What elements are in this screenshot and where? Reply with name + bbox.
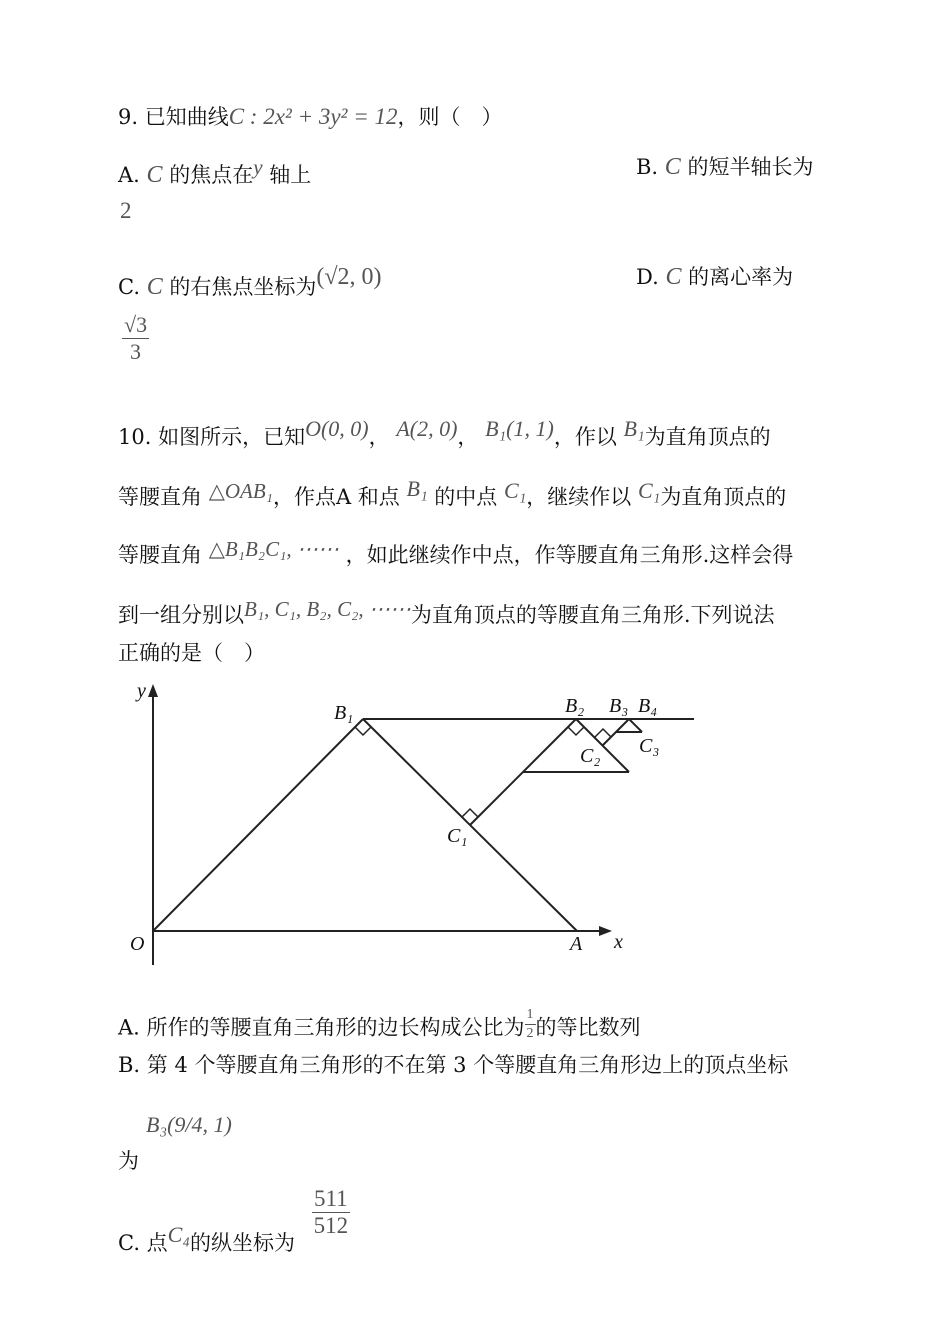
option-text: 的纵坐标为 [190,1231,295,1255]
q10-option-c [118,1220,295,1258]
text: 为直角顶点的 [644,425,771,449]
q9-equation: C : 2x² + 3y² = 12 [228,104,398,129]
label-A: A [570,933,583,955]
text: 等腰直角 [118,543,202,567]
math-triangle: △B₁B₂C₁, ⋯⋯ [208,537,339,561]
y-axis-arrow [148,684,158,697]
q9-stem-prefix: 9. 已知曲线 [118,105,229,129]
right-angle-mark-C1 [462,809,478,817]
math-point: C₁ [503,478,527,503]
fraction [122,312,149,365]
text: ，如此继续作中点，作等腰直角三角形.这样会得 [345,543,794,567]
text: ，继续作以 [526,485,632,509]
option-text: 的短半轴长为 [687,155,814,179]
option-label: C. [118,275,140,299]
label-C3: C₃ [639,735,660,757]
option-text: 的离心率为 [688,265,794,289]
text: 的中点 [434,485,498,509]
q9-option-d [636,262,793,292]
math-value: (√2, 0) [316,264,382,290]
math-var: C [664,154,681,180]
q10-option-b-suffix: 为 [118,1149,139,1173]
math-point: B₁ [406,476,428,501]
q10-option-c-value [312,1186,350,1239]
option-text: 轴上 [269,163,312,187]
numerator: 1 [525,1006,536,1025]
text: ，作以 [553,425,617,449]
q9-option-b-value: 2 [120,198,132,223]
text: ， [368,425,390,449]
text: ， [457,425,479,449]
label-B4: B₄ [638,695,658,717]
q10-option-b: B. 第 4 个等腰直角三角形的不在第 3 个等腰直角三角形边上的顶点坐标 [118,1053,789,1077]
option-text: 的右焦点坐标为 [169,275,317,299]
math-point: B₁ [623,416,645,441]
label-B1: B₁ [334,702,354,724]
x-axis-arrow [599,926,612,936]
option-text: 的焦点在 [169,163,254,187]
numerator: √3 [124,312,148,337]
math-var: C₄ [167,1222,190,1247]
q10-line-5: 正确的是（ ） [118,641,265,665]
right-angle-mark-B2 [568,727,584,735]
text: 10. 如图所示，已知 [118,425,306,449]
math-point: A(2, 0) [396,416,458,441]
label-y: y [137,680,146,702]
option-text: C. 点 [118,1231,168,1255]
label-C1: C₁ [447,825,468,847]
math-var: C [665,264,682,290]
q10-line-4 [118,594,775,630]
text: 到一组分别以 [118,603,244,627]
label-B2: B₂ [565,695,585,717]
q9-stem [118,102,502,132]
label-O: O [130,933,145,955]
q10-option-a [118,1006,641,1043]
q10-line-2 [118,474,786,512]
q10-line-1 [118,414,771,452]
fraction [525,1006,536,1043]
q9-option-d-value [122,312,149,365]
label-x: x [614,931,623,953]
option-text: A. 所作的等腰直角三角形的边长构成公比为 [118,1015,525,1040]
label-C2: C₂ [580,745,601,767]
q10-line-3 [118,534,793,570]
text: 等腰直角 [118,485,202,509]
math-point: O(0, 0) [305,416,369,441]
math-sequence: B₁, C₁, B₂, C₂, ⋯⋯ [244,597,411,621]
denominator: 2 [526,1026,534,1041]
math-triangle: △OAB₁ [208,479,273,503]
right-angle-mark-C2 [595,729,611,737]
q9-option-c [118,262,382,302]
segment-small-side [629,719,642,732]
geometry-figure [110,672,710,982]
q10-option-b-point: B₃(9/4, 1) [146,1112,232,1137]
math-var: C [146,162,163,188]
label-B3: B₃ [609,695,629,717]
numerator: 511 [314,1186,348,1211]
q9-option-a [118,152,311,190]
math-point: B₁(1, 1) [485,416,554,441]
right-angle-mark-B1 [355,727,371,735]
denominator: 512 [313,1213,349,1238]
q9-option-b [636,152,814,182]
math-point: C₁ [637,478,661,503]
math-var: C [146,274,163,300]
segment-OB1 [153,719,363,931]
option-label: D. [636,265,659,289]
text: 为直角顶点的等腰直角三角形.下列说法 [410,603,775,627]
option-label: A. [118,163,140,187]
option-label: B. [636,155,659,179]
fraction [312,1186,350,1239]
q9-stem-suffix: ，则（ ） [397,105,503,129]
denominator: 3 [130,339,142,364]
math-var: y [253,155,263,179]
text: ，作点A 和点 [272,485,400,509]
option-text: 的等比数列 [535,1015,641,1040]
text: 为直角顶点的 [660,485,787,509]
